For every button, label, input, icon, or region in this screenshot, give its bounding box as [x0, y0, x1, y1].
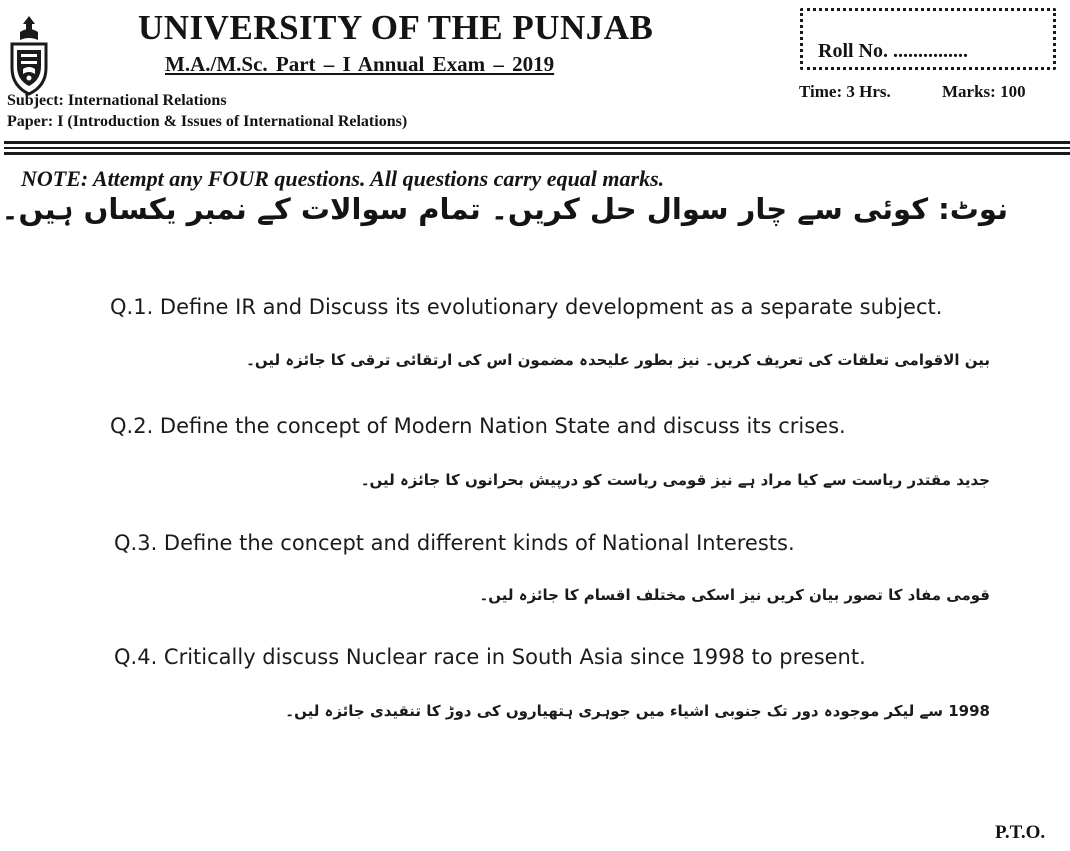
question-1-english: Q.1. Define IR and Discuss its evolutionary development as a separate subject.	[110, 295, 943, 319]
university-crest-icon	[6, 14, 52, 98]
header-divider-middle	[4, 147, 1070, 149]
header-divider-bottom	[4, 152, 1070, 155]
paper-line: Paper: I (Introduction & Issues of International Relations)	[7, 113, 408, 130]
header-divider-top	[4, 141, 1070, 144]
question-2-english: Q.2. Define the concept of Modern Nation State and discuss its crises.	[110, 414, 846, 438]
question-3-english: Q.3. Define the concept and different kinds of National Interests.	[114, 531, 795, 555]
exam-title: M.A./M.Sc. Part – I Annual Exam – 2019	[165, 52, 555, 76]
subject-line: Subject: International Relations	[7, 92, 227, 109]
note-urdu: نوٹ: کوئی سے چار سوال حل کریں۔ تمام سوالات کے نمبر یکساں ہیں۔	[1, 192, 1008, 226]
please-turn-over: P.T.O.	[995, 822, 1046, 843]
university-title: UNIVERSITY OF THE PUNJAB	[138, 8, 654, 47]
note-english: NOTE: Attempt any FOUR questions. All questions carry equal marks.	[21, 166, 665, 191]
question-2-urdu: جدید مقتدر ریاست سے کیا مراد ہے نیز قومی ریاست کو درپیش بحرانوں کا جائزہ لیں۔	[360, 471, 990, 489]
roll-number-label: Roll No. ...............	[818, 40, 968, 62]
question-4-english: Q.4. Critically discuss Nuclear race in South Asia since 1998 to present.	[114, 645, 866, 669]
question-3-urdu: قومی مفاد کا تصور بیان کریں نیز اسکی مختلف اقسام کا جائزہ لیں۔	[479, 586, 990, 604]
question-4-urdu: 1998 سے لیکر موجودہ دور تک جنوبی اشیاء میں جوہری ہتھیاروں کی دوڑ کا تنقیدی جائزہ لیں۔	[285, 702, 990, 720]
time-allowed: Time: 3 Hrs.	[799, 82, 891, 101]
total-marks: Marks: 100	[942, 82, 1026, 101]
question-1-urdu: بین الاقوامی تعلقات کی تعریف کریں۔ نیز بطور علیحدہ مضمون اس کی ارتقائی ترقی کا جائزہ لیں۔	[246, 351, 990, 369]
